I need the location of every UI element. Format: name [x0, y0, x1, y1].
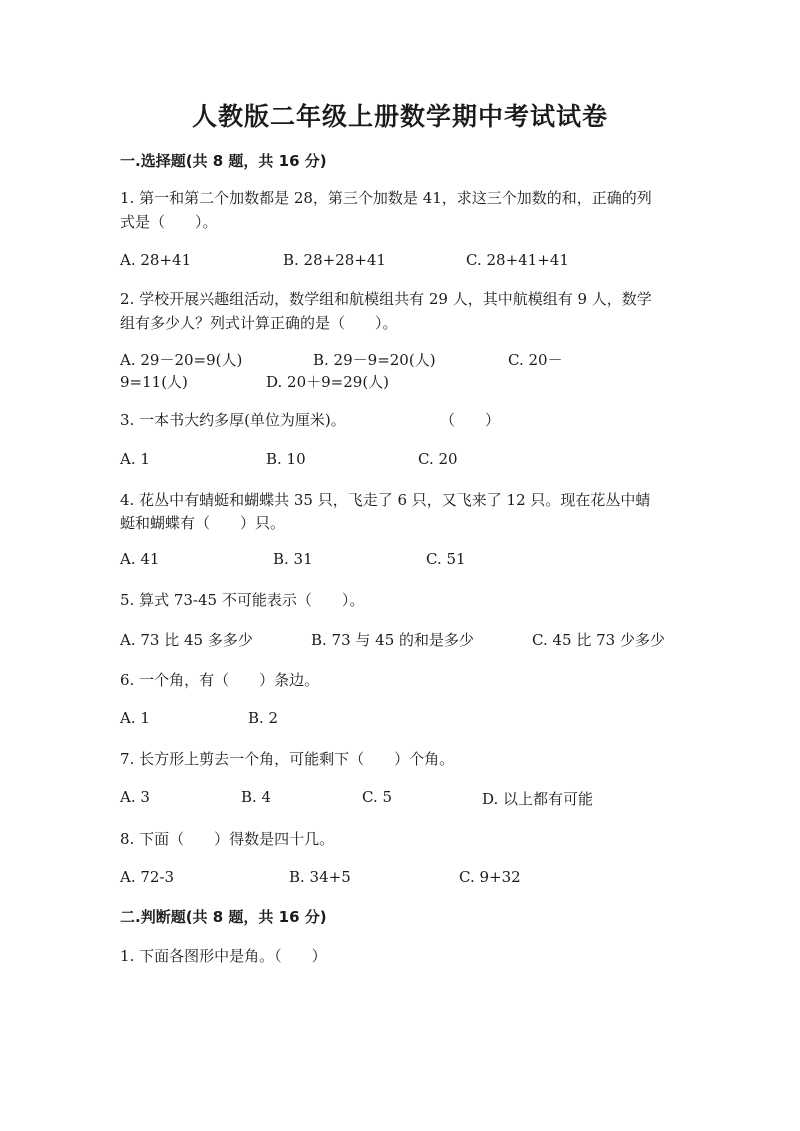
- question-2-line-1: 2. 学校开展兴趣组活动，数学组和航模组共有 29 人，其中航模组有 9 人，数学: [120, 290, 652, 308]
- question-1-line-2: 式是（ ）。: [120, 213, 218, 231]
- section-heading-judge: 二.判断题(共 8 题，共 16 分): [120, 908, 327, 926]
- question-6-option-b: B. 2: [248, 709, 279, 727]
- question-4-option-a: A. 41: [120, 550, 160, 568]
- question-2-option-d: D. 20＋9=29(人): [266, 373, 390, 391]
- question-5-option-b: B. 73 与 45 的和是多少: [311, 631, 475, 649]
- question-1-option-b: B. 28+28+41: [283, 251, 386, 269]
- question-5-line-1: 5. 算式 73-45 不可能表示（ ）。: [120, 591, 365, 609]
- question-8-option-c: C. 9+32: [459, 868, 521, 886]
- question-2-option-c-part-2: 9=11(人): [120, 373, 188, 391]
- question-6-option-a: A. 1: [120, 709, 150, 727]
- question-2-option-a: A. 29－20=9(人): [120, 351, 243, 369]
- question-5-option-a: A. 73 比 45 多多少: [120, 631, 253, 649]
- question-7-option-d: D. 以上都有可能: [482, 790, 594, 808]
- question-1-option-c: C. 28+41+41: [466, 251, 569, 269]
- question-1-option-a: A. 28+41: [120, 251, 192, 269]
- question-2-option-c-part-1: C. 20－: [508, 351, 563, 369]
- question-7-line-1: 7. 长方形上剪去一个角，可能剩下（ ）个角。: [120, 750, 455, 768]
- question-5-option-c: C. 45 比 73 少多少: [532, 631, 665, 649]
- question-1-line-1: 1. 第一和第二个加数都是 28，第三个加数是 41，求这三个加数的和，正确的列: [120, 189, 652, 207]
- question-6-line-1: 6. 一个角，有（ ）条边。: [120, 671, 320, 689]
- question-8-option-b: B. 34+5: [289, 868, 351, 886]
- question-3-option-c: C. 20: [418, 450, 458, 468]
- question-3-answer-blank: （ ）: [440, 411, 501, 429]
- question-4-line-1: 4. 花丛中有蜻蜓和蝴蝶共 35 只，飞走了 6 只，又飞来了 12 只。现在花丛中蜻: [120, 491, 651, 509]
- question-3-option-a: A. 1: [120, 450, 150, 468]
- judge-question-1-line-1: 1. 下面各图形中是角。（ ）: [120, 947, 327, 965]
- question-3-option-b: B. 10: [266, 450, 306, 468]
- question-8-option-a: A. 72-3: [120, 868, 175, 886]
- question-7-option-b: B. 4: [241, 788, 272, 806]
- question-7-option-c: C. 5: [362, 788, 393, 806]
- question-2-option-b: B. 29－9=20(人): [313, 351, 436, 369]
- question-4-option-b: B. 31: [273, 550, 313, 568]
- question-4-option-c: C. 51: [426, 550, 466, 568]
- question-2-line-2: 组有多少人？列式计算正确的是（ ）。: [120, 314, 398, 332]
- question-7-option-a: A. 3: [120, 788, 150, 806]
- question-4-line-2: 蜓和蝴蝶有（ ）只。: [120, 514, 286, 532]
- question-3-line-1: 3. 一本书大约多厚(单位为厘米)。: [120, 411, 346, 429]
- section-heading-choice: 一.选择题(共 8 题，共 16 分): [120, 152, 327, 170]
- page-title: 人教版二年级上册数学期中考试试卷: [191, 102, 608, 131]
- question-8-line-1: 8. 下面（ ）得数是四十几。: [120, 830, 335, 848]
